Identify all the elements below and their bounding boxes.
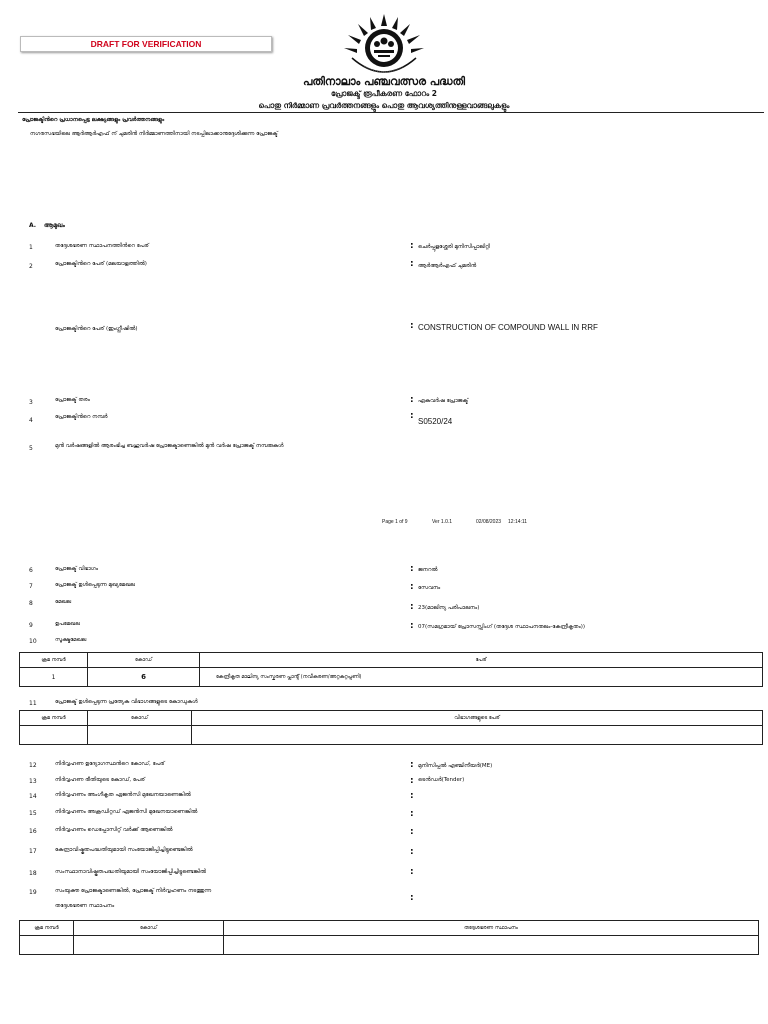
- field-colon: :: [410, 760, 414, 770]
- field-label: സംയുക്ത പ്രോജക്ടാണെങ്കിൽ, പ്രോജക്ട് നിർവ്വഹണം നടത്തുന്ന: [55, 888, 212, 894]
- field-label: പ്രോജക്ടിൻറെ പേര് (ഇംഗ്ലീഷിൽ): [55, 326, 138, 332]
- field-value: 07(സമഗ്രമായ് പ്രോസസ്സിംഗ് (തദ്ദേശ സ്ഥാപനതലം-കേന്ദ്രീകൃതം)): [418, 624, 586, 630]
- form-subtitle: പൊതു നിർമ്മാണ പ്രവർത്തനങ്ങളും പൊതു ആവശ്യത്തിനുള്ളവാങ്ങലുകളും: [258, 101, 510, 110]
- field-number: 14: [29, 793, 37, 800]
- field-value: ടെൻഡർ(Tender): [418, 777, 465, 783]
- field-colon: :: [410, 259, 414, 269]
- field-colon: :: [410, 791, 414, 801]
- field-value: ഏകവർഷ പ്രോജക്ട്: [418, 398, 469, 404]
- table-header: ക്രമ നമ്പർ: [20, 653, 88, 668]
- footer-page: Page 1 of 9: [382, 519, 408, 525]
- table-cell: 6: [88, 668, 200, 687]
- field-colon: :: [410, 411, 414, 421]
- field-label: നിർവ്വഹണ ഉദ്യോഗസ്ഥൻറെ കോഡ്, പേര്: [55, 761, 165, 767]
- table-row: [20, 936, 759, 955]
- header-divider: [18, 112, 764, 113]
- field-value: 23(മാലിന്യ പരിപാലനം): [418, 605, 480, 611]
- table-cell: 1: [20, 668, 88, 687]
- field-number: 17: [29, 848, 37, 855]
- project-number: S0520/24: [418, 417, 453, 426]
- table-header: കോഡ്: [88, 711, 192, 726]
- table-cell: കേന്ദ്രീകൃത മാലിന്യ സംസ്കരണ പ്ലാൻ്റ് (നവീകരണ/അറ്റകുറ്റപ്പണി): [200, 668, 763, 687]
- field-label: നിർവ്വഹണം അംഗീകൃത ഏജൻസി മുഖേനയാണെങ്കിൽ: [55, 792, 191, 798]
- field-value: സേവനം: [418, 585, 441, 591]
- field-number: 18: [29, 870, 37, 877]
- field-number: 7: [29, 583, 33, 590]
- field-label: മുൻ വർഷങ്ങളിൽ ആരംഭിച്ച ബഹുവർഷ പ്രോജക്ടാണെങ്കിൽ മുൻ വർഷ പ്രോജക്ട് നമ്പരുകൾ: [55, 443, 284, 449]
- field-colon: :: [410, 776, 414, 786]
- field-colon: :: [410, 602, 414, 612]
- field-label: പ്രോജക്ട് ഉൾപ്പെടുന്ന മുഖ്യമേഖല: [55, 582, 135, 588]
- field-label: പ്രോജക്ട് തരം: [55, 397, 90, 403]
- field-number: 13: [29, 778, 37, 785]
- field-colon: :: [410, 564, 414, 574]
- field-number: 2: [29, 263, 33, 270]
- field-colon: :: [410, 809, 414, 819]
- field-label-continued: തദ്ദേശഭരണ സ്ഥാപനം: [55, 903, 115, 909]
- section-a-title: ആമുഖം: [44, 222, 65, 229]
- field-colon: :: [410, 827, 414, 837]
- field-colon: :: [410, 893, 414, 903]
- section-description: നഗരസഭയിലെ ആർആർഎഫ് ന് ചുമരിൻ നിർമ്മാണത്തിനായി നടപ്പിലാക്കാനുദ്ദേശിക്കുന്ന പ്രോജക്ട്: [30, 131, 278, 137]
- field-number: 8: [29, 600, 33, 607]
- plan-title: പതിനാലാം പഞ്ചവത്സര പദ്ധതി: [302, 75, 466, 88]
- field-number: 19: [29, 889, 37, 896]
- project-name-english: CONSTRUCTION OF COMPOUND WALL IN RRF: [418, 323, 598, 332]
- table-header: വിഭാഗങ്ങളുടെ പേര്: [192, 711, 763, 726]
- field-number: 15: [29, 810, 37, 817]
- field-label: കേന്ദ്രാവിഷ്കൃതപദ്ധതിയുമായി സംയോജിപ്പിച്ചിട്ടുണ്ടെങ്കിൽ: [55, 847, 193, 853]
- field-label: ഉപമേഖല: [55, 621, 80, 627]
- field-colon: :: [410, 395, 414, 405]
- table-header: തദ്ദേശഭരണ സ്ഥാപനം: [224, 921, 759, 936]
- field-number: 10: [29, 638, 37, 645]
- footer-time: 12:14:11: [508, 519, 528, 525]
- field-colon: :: [410, 621, 414, 631]
- field-value: മുനിസിപ്പൽ എഞ്ചിനീയർ(ME): [418, 763, 493, 769]
- field-label: നിർവ്വഹണം അക്രഡിറ്റഡ് ഏജൻസി മുഖേനയാണെങ്കിൽ: [55, 809, 198, 815]
- field-number: 1: [29, 244, 33, 251]
- table-header: കോഡ്: [74, 921, 224, 936]
- table-header: കോഡ്: [88, 653, 200, 668]
- field-value: ചെർപ്പുളശ്ശേരി മുനിസിപ്പാലിറ്റി: [418, 244, 491, 250]
- field-label: പ്രോജക്ട് വിഭാഗം: [55, 566, 99, 572]
- field-label: നിർവ്വഹണം ഡെപ്പോസിറ്റ് വർക്ക് ആണെങ്കിൽ: [55, 827, 173, 833]
- field-number: 6: [29, 567, 33, 574]
- footer-version: Ver 1.0.1: [432, 519, 453, 525]
- field-label: പ്രോജക്ടിൻറെ നമ്പർ: [55, 414, 108, 420]
- draft-label: DRAFT FOR VERIFICATION: [20, 36, 272, 52]
- field-number: 16: [29, 828, 37, 835]
- field-number: 12: [29, 762, 37, 769]
- field-number: 3: [29, 399, 33, 406]
- field-colon: :: [410, 321, 414, 331]
- section-a-letter: A.: [29, 222, 37, 229]
- field-label: തദ്ദേശഭരണ സ്ഥാപനത്തിൻറെ പേര്: [55, 243, 149, 249]
- micro-sector-table: [19, 652, 763, 687]
- table-header: പേര്: [200, 653, 763, 668]
- field-number: 11: [29, 700, 37, 707]
- field-number: 9: [29, 622, 33, 629]
- field-value: ആർആർഎഫ് ചുമരിൻ: [418, 263, 477, 269]
- field-label: സൂക്ഷ്മമേഖല: [55, 637, 87, 643]
- table-header: ക്രമ നമ്പർ: [20, 921, 74, 936]
- field-label: മേഖല: [55, 599, 72, 605]
- field-colon: :: [410, 582, 414, 592]
- field-value: ജനറൽ: [418, 567, 438, 573]
- section-heading: പ്രോജക്ടിൻറെ പ്രധാനപ്പെട്ട ലക്ഷ്യങ്ങളും പ്രവർത്തനങ്ങളും: [22, 117, 165, 123]
- field-number: 5: [29, 445, 33, 452]
- table-row: [20, 668, 763, 687]
- field-colon: :: [410, 867, 414, 877]
- field-label: സംസ്ഥാനാവിഷ്കൃതപദ്ധതിയുമായി സംയോജിപ്പിച്ചിട്ടുണ്ടെങ്കിൽ: [55, 869, 207, 875]
- table-row: [20, 726, 763, 745]
- table-header: ക്രമ നമ്പർ: [20, 711, 88, 726]
- field-label: പ്രോജക്ടിൻറെ പേര് (മലയാളത്തിൽ): [55, 261, 147, 267]
- field-colon: :: [410, 847, 414, 857]
- form-name: പ്രോജക്ട് രൂപീകരണ ഫോറം 2: [330, 89, 438, 98]
- field-number: 4: [29, 417, 33, 424]
- field-label: പ്രോജക്ട് ഉൾപ്പെടുന്ന പ്രത്യേക വിഭാഗങ്ങളുടെ കോഡുകൾ: [55, 699, 198, 705]
- joint-project-table: [19, 920, 759, 955]
- special-category-table: [19, 710, 763, 745]
- field-label: നിർവ്വഹണ രീതിയുടെ കോഡ്, പേര്: [55, 777, 145, 783]
- field-colon: :: [410, 241, 414, 251]
- emblem-logo: [342, 14, 426, 80]
- footer-date: 02/08/2023: [476, 519, 502, 525]
